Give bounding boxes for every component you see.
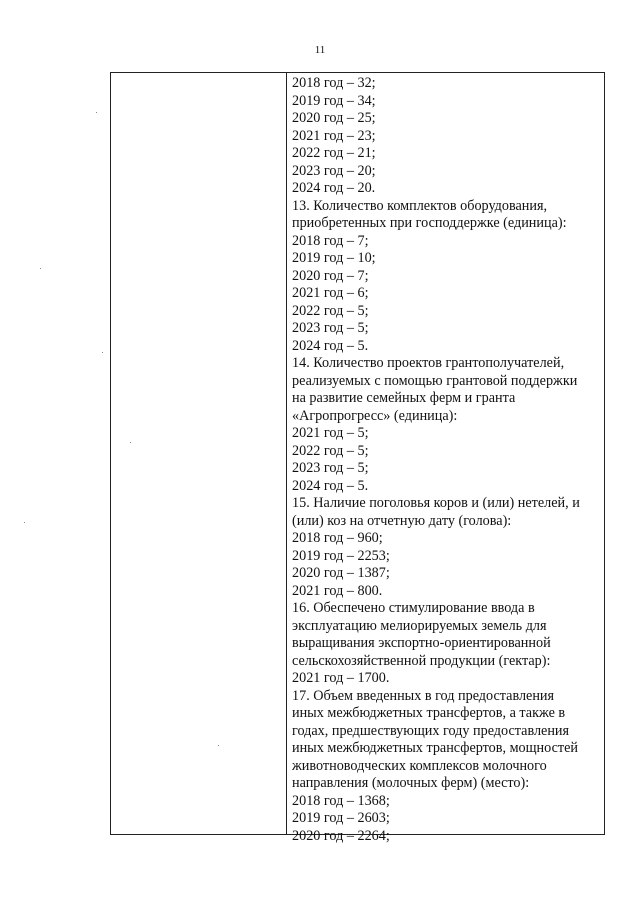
text-line: (или) коз на отчетную дату (голова): <box>292 512 512 529</box>
text-line: 2024 год – 5. <box>292 477 369 494</box>
text-line: 2020 год – 2264; <box>292 827 390 844</box>
scan-speck <box>24 522 25 523</box>
text-line: 2020 год – 25; <box>292 110 376 126</box>
text-line: 2024 год – 20. <box>292 180 376 196</box>
text-line: эксплуатацию мелиорируемых земель для <box>292 617 547 634</box>
text-line: 2019 год – 2603; <box>292 810 390 826</box>
text-line: 2021 год – 23; <box>292 127 376 144</box>
text-line: 2023 год – 5; <box>292 460 369 476</box>
scan-speck <box>102 352 103 353</box>
text-line: 2023 год – 5; <box>292 320 369 336</box>
scan-speck <box>40 268 41 269</box>
scan-speck <box>130 442 131 443</box>
indicator-table <box>110 72 605 844</box>
page-number: 11 <box>314 44 326 56</box>
text-line: сельскохозяйственной продукции (гектар): <box>292 652 551 669</box>
text-line: 16. Обеспечено стимулирование ввода в <box>292 600 535 616</box>
text-line: направления (молочных ферм) (место): <box>292 775 530 791</box>
text-line: 2021 год – 6; <box>292 285 369 301</box>
scan-speck <box>96 112 97 113</box>
text-line: на развитие семейных ферм и гранта <box>292 390 516 406</box>
text-line: 17. Объем введенных в год предоставления <box>292 687 555 704</box>
text-line: «Агропрогресс» (единица): <box>292 407 458 424</box>
text-line: 2022 год – 5; <box>292 302 369 319</box>
text-line: 2021 год – 5; <box>292 425 369 441</box>
text-line: 13. Количество комплектов оборудования, <box>292 197 548 214</box>
text-line: 2019 год – 2253; <box>292 547 390 564</box>
table-left-column <box>111 73 287 834</box>
text-line: 2018 год – 960; <box>292 530 383 546</box>
text-line: 2019 год – 34; <box>292 92 376 109</box>
text-line: реализуемых с помощью грантовой поддержки <box>292 372 578 389</box>
text-line: 2018 год – 7; <box>292 232 369 249</box>
text-line: 2021 год – 1700. <box>292 670 390 686</box>
text-line: 2020 год – 1387; <box>292 565 390 581</box>
text-line: 2021 год – 800. <box>292 582 383 599</box>
text-line: 2024 год – 5. <box>292 337 369 354</box>
text-line: иных межбюджетных трансфертов, мощностей <box>292 740 578 756</box>
text-line: животноводческих комплексов молочного <box>292 757 547 774</box>
text-line: 14. Количество проектов грантополучателей, <box>292 355 565 371</box>
text-line: иных межбюджетных трансфертов, а также в <box>292 705 566 721</box>
text-line: 2018 год – 32; <box>292 75 376 91</box>
text-line: 2022 год – 21; <box>292 145 376 161</box>
text-line: 2023 год – 20; <box>292 162 376 179</box>
table-right-column <box>287 73 604 844</box>
scan-speck <box>218 745 219 746</box>
text-line: выращивания экспортно-ориентированной <box>292 635 551 651</box>
text-line: 2022 год – 5; <box>292 442 369 459</box>
text-line: 15. Наличие поголовья коров и (или) нетелей, и <box>292 495 580 511</box>
text-line: годах, предшествующих году предоставления <box>292 722 570 739</box>
text-line: 2020 год – 7; <box>292 267 369 284</box>
text-line: 2018 год – 1368; <box>292 792 390 809</box>
text-line: приобретенных при господдержке (единица): <box>292 215 567 231</box>
text-line: 2019 год – 10; <box>292 250 376 266</box>
